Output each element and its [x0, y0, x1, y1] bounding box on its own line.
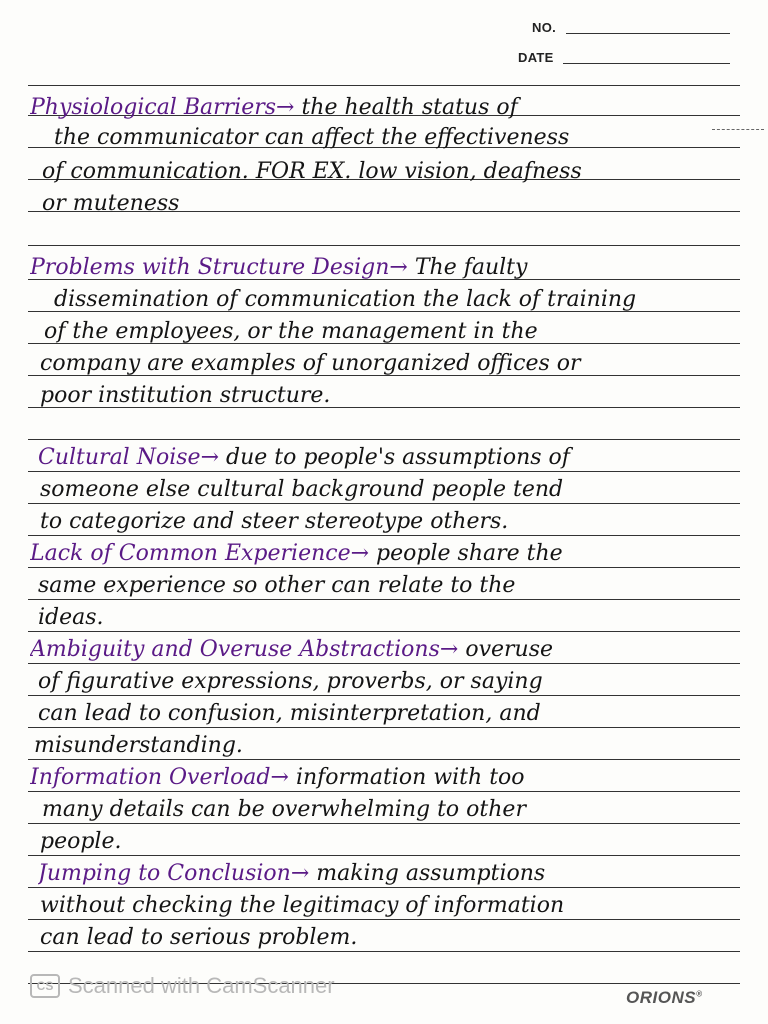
note-heading: Lack of Common Experience [30, 541, 351, 566]
note-line [42, 156, 762, 188]
camscanner-watermark [30, 972, 335, 1000]
note-text: The faulty [407, 255, 528, 280]
note-text: same experience so other can relate to the [38, 573, 516, 598]
note-text: due to people's assumptions of [219, 445, 570, 470]
note-text: company are examples of unorganized offices or [40, 351, 581, 376]
note-text: can lead to confusion, misinterpretation, and [38, 701, 541, 726]
note-text: or muteness [42, 191, 180, 216]
note-line [40, 826, 760, 858]
note-line [40, 890, 760, 922]
note-text: information with too [288, 765, 525, 790]
note-line [42, 794, 762, 826]
note-line [30, 252, 750, 284]
note-line [40, 348, 760, 380]
ruled-line [28, 85, 740, 86]
note-text: overuse [458, 637, 554, 662]
arrow-icon: → [439, 637, 459, 662]
note-line [30, 762, 750, 794]
note-line [38, 570, 758, 602]
date-line [563, 63, 730, 64]
note-line [38, 602, 758, 634]
arrow-icon: → [276, 95, 295, 120]
note-text: misunderstanding. [34, 733, 243, 758]
note-heading: Ambiguity and Overuse Abstractions [30, 637, 440, 662]
note-line [54, 284, 768, 316]
note-line [38, 442, 758, 474]
note-line [38, 858, 758, 890]
note-heading: Jumping to Conclusion [38, 861, 291, 886]
note-heading: Problems with Structure Design [30, 255, 390, 280]
note-heading: Information Overload [30, 765, 271, 790]
ruled-line [28, 439, 740, 440]
arrow-icon: → [290, 861, 310, 886]
note-text: ideas. [38, 605, 104, 630]
note-line [34, 730, 754, 762]
note-heading: Physiological Barriers [30, 95, 277, 120]
brand-name: ORIONS [626, 988, 697, 1007]
note-text: without checking the legitimacy of information [40, 893, 565, 918]
arrow-icon: → [270, 765, 289, 790]
note-line [40, 474, 760, 506]
no-line [566, 33, 730, 34]
note-line [44, 316, 764, 348]
note-text: dissemination of communication the lack of training [54, 287, 637, 312]
arrow-icon: → [350, 541, 370, 566]
note-text: many details can be overwhelming to other [42, 797, 526, 822]
note-line [30, 92, 750, 124]
note-text: the health status of [294, 95, 518, 120]
note-line [30, 634, 750, 666]
note-line [40, 922, 760, 954]
note-text: poor institution structure. [40, 383, 331, 408]
note-text: to categorize and steer stereotype others. [40, 509, 509, 534]
arrow-icon: → [200, 445, 219, 470]
margin-dash [712, 129, 764, 130]
no-label: NO. [532, 20, 557, 35]
note-line [30, 538, 750, 570]
date-label: DATE [518, 50, 554, 65]
note-text: of communication. FOR EX. low vision, deafness [42, 159, 582, 184]
note-line [42, 188, 762, 220]
note-text: people share the [369, 541, 563, 566]
note-line [38, 666, 758, 698]
arrow-icon: → [389, 255, 408, 280]
brand-mark: ® [696, 989, 703, 999]
brand-logo [626, 988, 702, 1012]
note-text: of the employees, or the management in the [44, 319, 538, 344]
note-line [40, 380, 760, 412]
note-line [40, 506, 760, 538]
note-line [38, 698, 758, 730]
watermark-text: Scanned with CamScanner [68, 973, 335, 998]
note-heading: Cultural Noise [38, 445, 201, 470]
note-text: people. [40, 829, 122, 854]
note-text: someone else cultural background people tend [40, 477, 564, 502]
note-text: can lead to serious problem. [40, 925, 358, 950]
ruled-line [28, 245, 740, 246]
note-text: the communicator can affect the effectiveness [54, 125, 570, 150]
note-text: making assumptions [309, 861, 546, 886]
note-text: of figurative expressions, proverbs, or saying [38, 669, 543, 694]
camscanner-logo-icon: CS [30, 974, 60, 998]
note-line [54, 122, 768, 154]
